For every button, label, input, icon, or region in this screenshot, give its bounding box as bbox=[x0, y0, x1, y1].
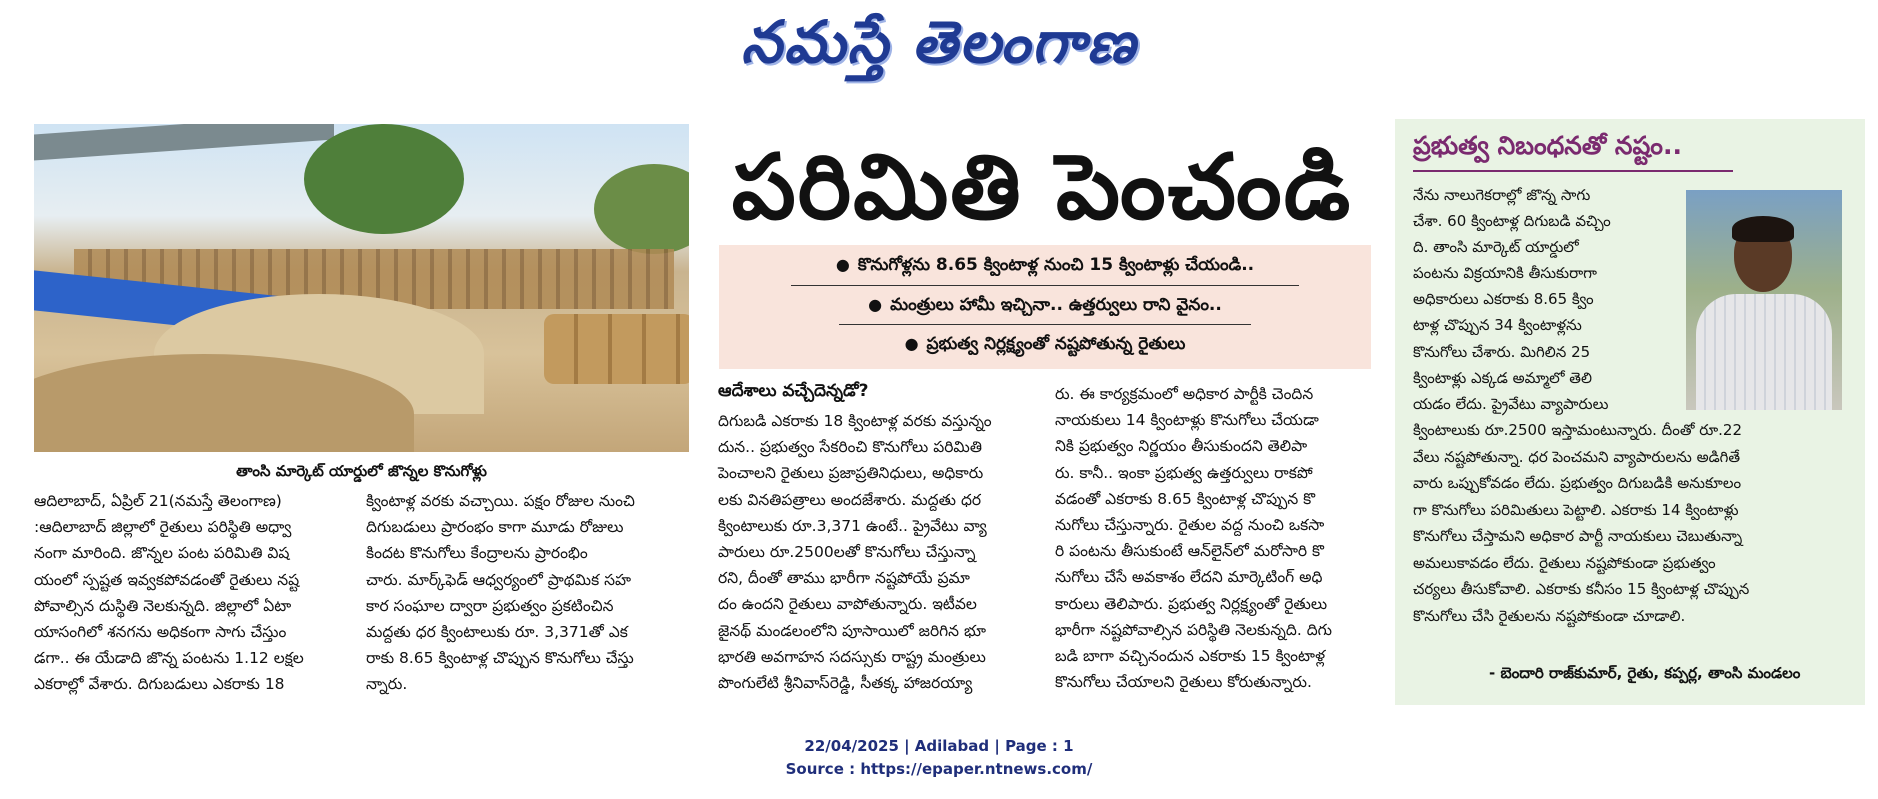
text-line: చేశా. 60 క్వింటాళ్ల దిగుబడి వచ్చిం bbox=[1413, 212, 1611, 231]
text-line: వడంతో ఎకరాకు 8.65 క్వింటాళ్ల చొప్పున కొ bbox=[1055, 489, 1316, 508]
text-line: దున.. ప్రభుత్వం సేకరించి కొనుగోలు పరిమితి bbox=[718, 438, 982, 457]
footer-source-link[interactable]: Source : https://epaper.ntnews.com/ bbox=[785, 760, 1093, 778]
text-line: కారులు తెలిపారు. ప్రభుత్వ నిర్లక్ష్యంతో రైతులు bbox=[1055, 594, 1328, 613]
text-line: పంటను విక్రయానికి తీసుకురాగా bbox=[1413, 264, 1597, 283]
photo-caption: తాంసి మార్కెట్ యార్డులో జొన్నల కొనుగోళ్లు bbox=[236, 462, 487, 480]
text-line: లకు వినతిపత్రాలు అందజేశారు. మద్దతు ధర bbox=[718, 490, 982, 509]
market-yard-photo bbox=[34, 124, 689, 452]
text-line: నుగోలు చేస్తున్నారు. రైతుల వద్ద నుంచి ఒకసా bbox=[1055, 516, 1325, 535]
text-line: క్వింటాళ్లు ఎక్కడ అమ్మాలో తెలి bbox=[1413, 368, 1592, 387]
text-line: భారతి అవగాహన సదస్సుకు రాష్ట్ర మంత్రులు bbox=[718, 647, 986, 666]
text-line: పెంచాలని రైతులు ప్రజాప్రతినిధులు, అధికారు bbox=[718, 464, 984, 483]
article-column-3 bbox=[718, 408, 1041, 696]
text-line: న్నారు. bbox=[366, 675, 408, 694]
text-line: కొనుగోలు చేసి రైతులను నష్టపోకుండా చూడాలి. bbox=[1413, 606, 1686, 625]
farmer-portrait bbox=[1686, 190, 1842, 410]
sidebar-text-wide bbox=[1413, 417, 1843, 629]
text-line: పొంగులేటి శ్రీనివాస్‌రెడ్డి, సీతక్క హాజరయ్యా bbox=[718, 674, 973, 693]
text-line: నేను నాలుగెకరాల్లో జొన్న సాగు bbox=[1413, 186, 1591, 204]
text-line: కిందట కొనుగోలు కేంద్రాలను ప్రారంభిం bbox=[366, 544, 588, 563]
sidebar-title-rule bbox=[1413, 170, 1733, 172]
article-column-2 bbox=[366, 488, 690, 698]
text-line: గా కొనుగోలు పరిమితులు పెట్టాలి. ఎకరాకు 14 క్వింటాళ్లు bbox=[1413, 500, 1739, 519]
text-line: రని, దీంతో తాము భారీగా నష్టపోయే ప్రమా bbox=[718, 569, 970, 588]
text-line: నాయకులు 14 క్వింటాళ్లు కొనుగోలు చేయడా bbox=[1055, 411, 1319, 430]
text-line: నుగోలు చేసే అవకాశం లేదని మార్కెటింగ్ అధి bbox=[1055, 568, 1323, 587]
text-line: అధికారులు ఎకరాకు 8.65 క్విం bbox=[1413, 290, 1594, 309]
text-line: ది. తాంసి మార్కెట్ యార్డులో bbox=[1413, 238, 1579, 257]
text-line: ఆదిలాబాద్, ఏప్రిల్ 21(నమస్తే తెలంగాణ) bbox=[34, 492, 282, 510]
text-line: :ఆదిలాబాద్ జిల్లాలో రైతులు పరిస్థితి అధ్వా bbox=[34, 518, 292, 537]
text-line: ఎకరాల్లో వేశారు. దిగుబడులు ఎకరాకు 18 bbox=[34, 675, 285, 694]
text-line: క్వింటాళ్ల వరకు వచ్చాయి. పక్షం రోజుల నుంచి bbox=[366, 492, 635, 510]
text-line: దిగుబడులు ప్రారంభం కాగా మూడు రోజులు bbox=[366, 518, 624, 537]
text-line: కొనుగోలు చేస్తామని అధికార పార్టీ నాయకులు చెబుతున్నా bbox=[1413, 527, 1743, 545]
column-3-heading: ఆదేశాలు వచ్చేదెన్నడో? bbox=[718, 381, 869, 401]
subhead-3: ● ప్రభుత్వ నిర్లక్ష్యంతో నష్టపోతున్న రైతులు bbox=[904, 334, 1186, 354]
text-line: కొనుగోలు చేయాలని రైతులు కోరుతున్నారు. bbox=[1055, 673, 1312, 692]
text-line: అమలుకావడం లేదు. రైతులు నష్టపోకుండా ప్రభుత్వం bbox=[1413, 553, 1716, 572]
text-line: టాళ్ల చొప్పున 34 క్వింటాళ్లను bbox=[1413, 316, 1582, 335]
sidebar-text-narrow bbox=[1413, 182, 1675, 417]
text-line: భారీగా నష్టపోవాల్సిన పరిస్థితి నెలకున్నది. దిగు bbox=[1055, 620, 1333, 639]
text-line: కార సంఘాల ద్వారా ప్రభుత్వం ప్రకటించిన bbox=[366, 596, 614, 615]
text-line: బడి బాగా వచ్చినందున ఎకరాకు 15 క్వింటాళ్ల bbox=[1055, 647, 1326, 666]
text-line: డగా.. ఈ యేడాది జొన్న పంటను 1.12 లక్షల bbox=[34, 649, 304, 668]
subhead-2: ● మంత్రులు హామీ ఇచ్చినా.. ఉత్తర్వులు రాని వైనం.. bbox=[868, 295, 1222, 315]
text-line: దిగుబడి ఎకరాకు 18 క్వింటాళ్ల వరకు వస్తున్నం bbox=[718, 412, 992, 430]
text-line: కొనుగోలు చేశారు. మిగిలిన 25 bbox=[1413, 342, 1591, 361]
text-line: క్వింటాలుకు రూ.2500 ఇస్తామంటున్నారు. దీంతో రూ.22 bbox=[1413, 421, 1743, 439]
text-line: చారు. మార్క్‌ఫెడ్ ఆధ్వర్యంలో ప్రాథమిక సహ bbox=[366, 570, 631, 589]
text-line: యడం లేదు. ప్రైవేటు వ్యాపారులు bbox=[1413, 394, 1609, 413]
text-line: యాసంగిలో శనగను అధికంగా సాగు చేస్తుం bbox=[34, 623, 287, 642]
text-line: రు. ఈ కార్యక్రమంలో అధికార పార్టీకి చెందిన bbox=[1055, 385, 1314, 403]
text-line: రి పంటను తీసుకుంటే ఆన్‌లైన్‌లో మరోసారి కొ bbox=[1055, 542, 1325, 561]
text-line: జైనథ్ మండలంలోని పూసాయిలో జరిగిన భూ bbox=[718, 621, 986, 640]
text-line: పోవాల్సిన దుస్థితి నెలకున్నది. జిల్లాలో ఏటా bbox=[34, 596, 292, 615]
text-line: వారు ఒప్పుకోవడం లేదు. ప్రభుత్వం దిగుబడికి అనుకూలం bbox=[1413, 474, 1742, 492]
article-column-1 bbox=[34, 488, 349, 698]
masthead-title: నమస్తే తెలంగాణ bbox=[741, 8, 1137, 76]
text-line: నంగా మారింది. జొన్నల పంట పరిమితి విష bbox=[34, 544, 290, 563]
article-column-4 bbox=[1055, 381, 1371, 695]
text-line: చర్యలు తీసుకోవాలి. ఎకరాకు కనీసం 15 క్వింటాళ్ల చొప్పున bbox=[1413, 580, 1750, 598]
text-line: యంలో స్పష్టత ఇవ్వకపోవడంతో రైతులు నష్ట bbox=[34, 570, 300, 589]
subhead-box bbox=[719, 245, 1371, 369]
text-line: దం ఉందని రైతులు వాపోతున్నారు. ఇటీవల bbox=[718, 595, 977, 614]
text-line: క్వింటాలుకు రూ.3,371 ఉంటే.. ప్రైవేటు వ్యా bbox=[718, 516, 987, 535]
sidebar-signature: - బెందారి రాజ్‌కుమార్, రైతు, కప్పర్ల, తాంసి మండలం bbox=[1489, 664, 1801, 682]
text-line: వేలు నష్టపోతున్నా. ధర పెంచమని వ్యాపారులను అడిగితే bbox=[1413, 447, 1741, 466]
subhead-1: ● కొనుగోళ్లను 8.65 క్వింటాళ్ల నుంచి 15 క్వింటాళ్లు చేయండి.. bbox=[835, 255, 1255, 275]
text-line: నికి ప్రభుత్వం నిర్ణయం తీసుకుందని తెలిపా bbox=[1055, 437, 1308, 456]
text-line: మద్దతు ధర క్వింటాలుకు రూ. 3,371తో ఎక bbox=[366, 623, 628, 642]
text-line: రాకు 8.65 క్వింటాళ్ల చొప్పున కొనుగోలు చేస్తు bbox=[366, 649, 634, 668]
text-line: రు. కానీ.. ఇంకా ప్రభుత్వ ఉత్తర్వులు రాకపో bbox=[1055, 463, 1313, 482]
text-line: పారులు రూ.2500లతో కొనుగోలు చేస్తున్నా bbox=[718, 543, 976, 562]
article-headline: పరిమితి పెంచండి bbox=[731, 135, 1353, 240]
sidebar-title: ప్రభుత్వ నిబంధనతో నష్టం.. bbox=[1413, 131, 1682, 160]
footer-date-edition: 22/04/2025 | Adilabad | Page : 1 bbox=[804, 737, 1074, 755]
